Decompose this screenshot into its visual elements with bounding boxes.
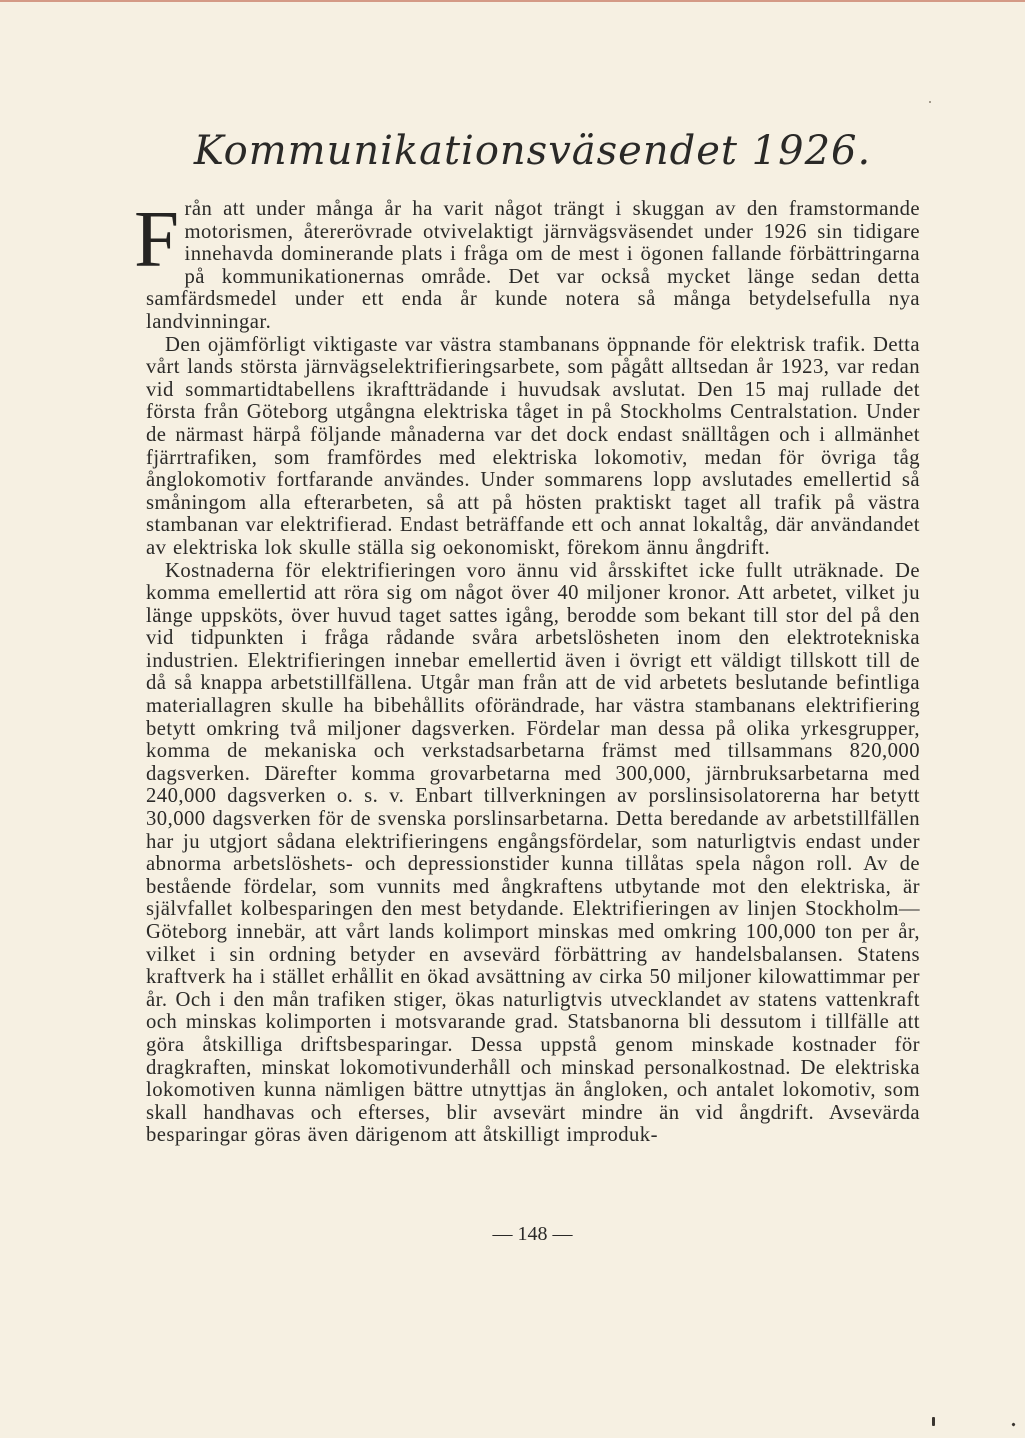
paragraph-1 [134, 194, 920, 334]
paper-speck [1011, 1422, 1015, 1426]
paper-speck [932, 1417, 935, 1426]
paragraph-1-text: rån att under många år ha varit något trängt i skuggan av den framstormande motorismen, återerövrade otvivelaktigt järnvägsväsendet under 1926 sin tidigare innehavda dominerande plats i fråga om de mest i ögonen fallande förbättringarna på kommunikationernas område. Det var också mycket länge sedan detta samfärdsmedel under ett enda år kunde notera så många betydelsefulla nya landvinningar. [146, 198, 920, 333]
paper-speck [929, 101, 931, 103]
page-title: Kommunikationsväsendet 1926. [193, 128, 872, 174]
drop-cap: F [134, 194, 180, 284]
paragraph-2: Den ojämförligt viktigaste var västra stambanans öppnande för elektrisk trafik. Detta vårt lands största järnvägselektrifieringsarbete, som pågått alltsedan år 1923, var redan vid sommartidtabellens ikraftträdande i huvudsak avslutat. Den 15 maj rullade det första från Göteborg utgångna elektriska tåget in på Stockholms Centralstation. Under de närmast härpå följande månaderna var det dock endast snälltågen och i allmänhet fjärrtrafiken, som framfördes med elektriska lokomotiv, medan för övriga tåg ånglokomotiv fortfarande användes. Under sommarens lopp avslutades emellertid så småningom alla efterarbeten, så att på hösten praktiskt taget all trafik på västra stambanan var elektrifierad. Endast beträffande ett och annat lokaltåg, där användandet av elektriska lok skulle ställa sig oekonomiskt, förekom ännu ångdrift. [146, 333, 920, 559]
page-number: — 148 — [492, 1223, 573, 1245]
paragraph-3: Kostnaderna för elektrifieringen voro ännu vid årsskiftet icke fullt uträknade. De komma emellertid att röra sig om något över 40 miljoner kronor. Att arbetet, vilket ju länge uppsköts, över huvud taget sattes igång, berodde som bekant till stor del på den vid tidpunkten i fråga rådande svåra arbetslösheten inom den elektrotekniska industrien. Elektrifieringen innebar emellertid även i övrigt ett väldigt tillskott till de då så knappa arbetstillfällena. Utgår man från att de vid arbetets beslutande befintliga materiallagren skulle ha bibehållits oförändrade, har västra stambanans elektrifiering betytt omkring två miljoner dagsverken. Fördelar man dessa på olika yrkesgrupper, komma de mekaniska och verkstadsarbetarna främst med tillsammans 820,000 dagsverken. Därefter komma grovarbetarna med 300,000, järnbruksarbetarna med 240,000 dagsverken o. s. v. Enbart tillverkningen av porslinsisolatorerna har betytt 30,000 dagsverken för de svenska porslinsarbetarna. Detta beredande av arbetstillfällen har ju utgjort sådana elektrifieringens engångsfördelar, som naturligtvis endast under abnorma arbetslöshets- och depressionstider kunna tillåtas spela någon roll. Av de bestående fördelar, som vunnits med ångkraftens utbytande mot den elektriska, är självfallet kolbesparingen den mest betydande. Elektrifieringen av linjen Stockholm—Göteborg innebär, att vårt lands kolimport minskas med omkring 100,000 ton per år, vilket i sin ordning betyder en avsevärd förbättring av handelsbalansen. Statens kraftverk ha i stället erhållit en ökad avsättning av cirka 50 miljoner kilowattimmar per år. Och i den mån trafiken stiger, ökas naturligtvis utvecklandet av statens vattenkraft och minskas kolimporten i motsvarande grad. Statsbanorna bli dessutom i tillfälle att göra åtskilliga driftsbesparingar. Dessa uppstå genom minskade kostnader för dragkraften, minskat lokomotivunderhåll och minskad personalkostnad. De elektriska lokomotiven kunna nämligen bättre utnyttjas än ångloken, och antalet lokomotiv, som skall handhavas och efterses, blir avsevärt mindre än vid ångdrift. Avsevärda besparingar göras även därigenom att åtskilligt improduk- [146, 559, 921, 1147]
top-edge-rule [0, 0, 1025, 2]
article-body [134, 194, 921, 1147]
